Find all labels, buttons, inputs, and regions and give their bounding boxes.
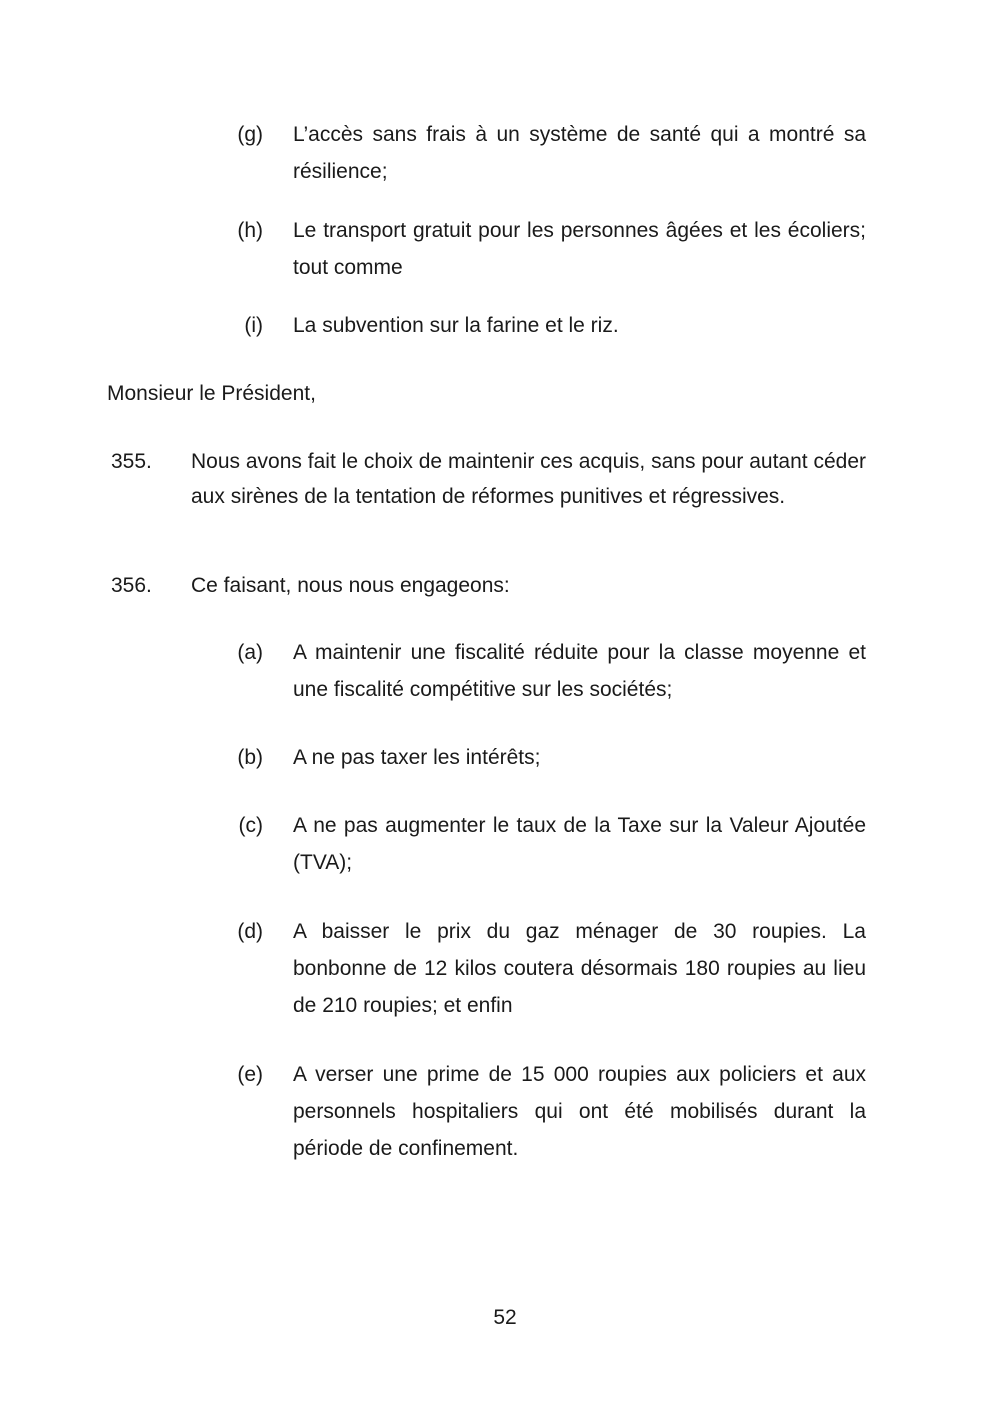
page-number: 52 [493, 1306, 517, 1329]
list-item-text: A ne pas augmenter le taux de la Taxe sur la Valeur Ajoutée (TVA); [293, 814, 866, 874]
list-item-text: Le transport gratuit pour les personnes âgées et les écoliers; tout comme [293, 219, 866, 279]
list-item-label: (a) [237, 641, 263, 664]
list-item-text: La subvention sur la farine et le riz. [293, 314, 619, 337]
list-item-text: A baisser le prix du gaz ménager de 30 roupies. La bonbonne de 12 kilos coutera désormais 180 roupies au lieu de 210 roupies; et enfin [293, 920, 866, 1017]
list-item-label: (g) [237, 123, 263, 146]
paragraph-text: Nous avons fait le choix de maintenir ces acquis, sans pour autant céder aux sirènes de la tentation de réformes punitives et régressives. [191, 450, 866, 508]
list-item-text: L’accès sans frais à un système de santé qui a montré sa résilience; [293, 123, 866, 183]
list-item-text: A verser une prime de 15 000 roupies aux policiers et aux personnels hospitaliers qui ont été mobilisés durant la période de confinement. [293, 1063, 866, 1160]
paragraph-text: Ce faisant, nous nous engageons: [191, 574, 510, 597]
list-item-label: (b) [237, 746, 263, 769]
list-item-text: A ne pas taxer les intérêts; [293, 746, 541, 769]
list-item-label: (i) [244, 314, 263, 337]
paragraph-number: 355. [111, 450, 152, 473]
list-item-label: (c) [238, 814, 263, 837]
paragraph-number: 356. [111, 574, 152, 597]
list-item-text: A maintenir une fiscalité réduite pour la classe moyenne et une fiscalité compétitive sur les sociétés; [293, 641, 866, 701]
list-item-label: (h) [237, 219, 263, 242]
list-item-label: (d) [237, 920, 263, 943]
salutation: Monsieur le Président, [107, 382, 316, 405]
list-item-label: (e) [237, 1063, 263, 1086]
